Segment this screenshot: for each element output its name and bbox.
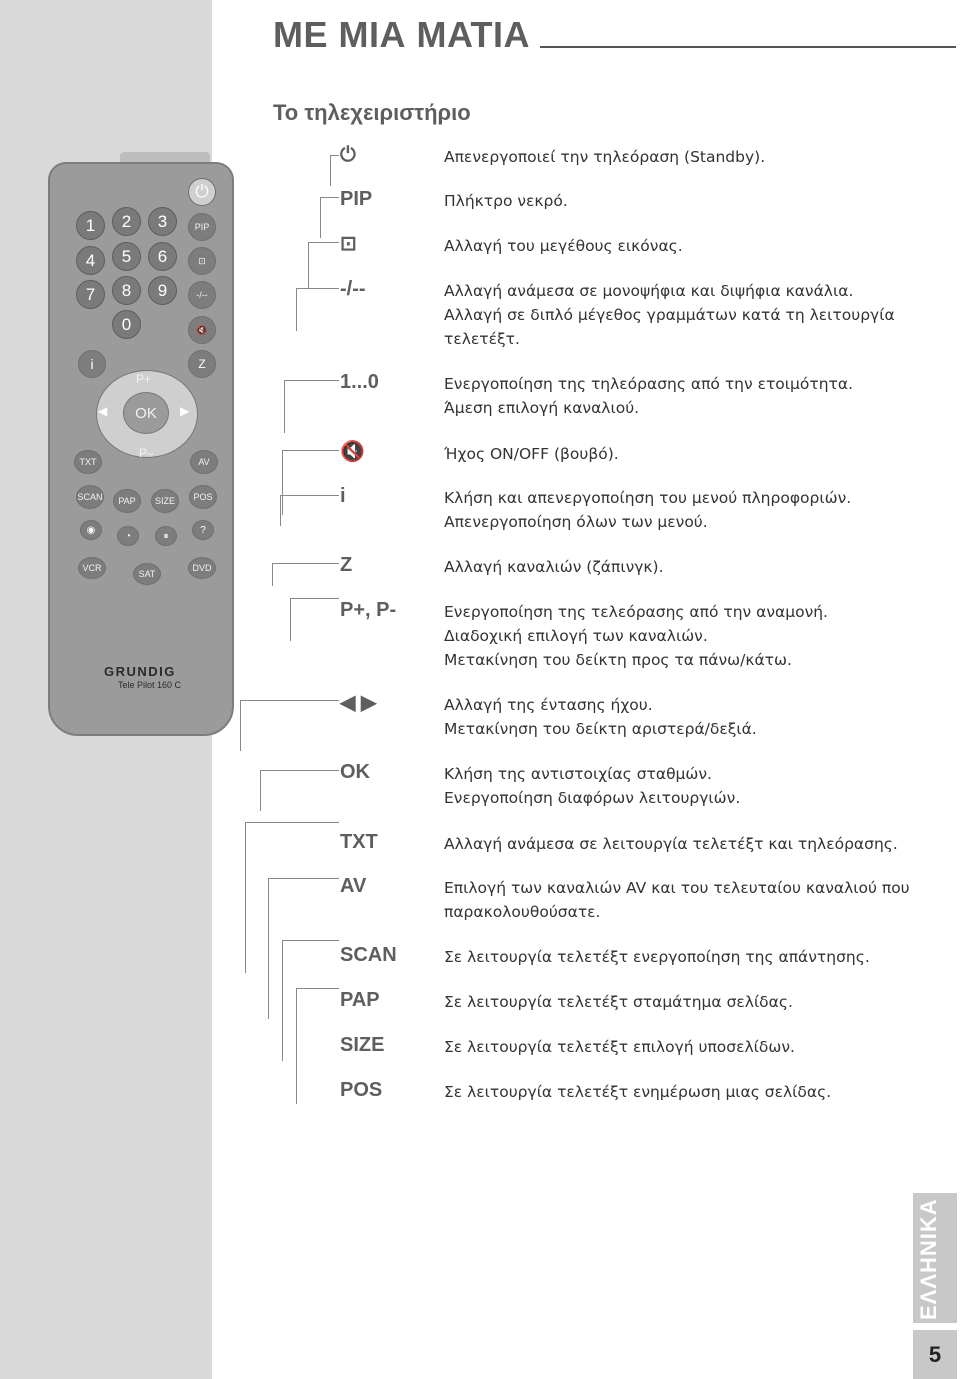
remote-digit-8 [112,276,141,305]
remote-scan-button [76,485,104,509]
remote-pap-label: PAP [118,496,136,506]
remote-scan-label: SCAN [77,492,103,502]
key-description [444,990,914,1014]
connector-line [296,288,339,331]
description-line: Απενεργοποίηση όλων των μενού. [444,513,708,531]
remote-vcr-button [78,557,106,579]
description-line: Διαδοχική επιλογή των καναλιών. [444,627,708,645]
key-label: TXT [340,831,378,853]
description-line: Ενεργοποίηση της τηλεόρασης από την ετοιμότητα. [444,375,853,393]
dpad-ok-label: OK [135,404,157,422]
digit-label: 7 [85,284,96,304]
remote-dvd-button [188,557,216,579]
connector-line [260,770,339,811]
digit-label: 1 [85,215,96,235]
key-label: 1...0 [340,371,379,393]
key-label: i [340,485,346,507]
description-line: Αλλαγή ανάμεσα σε μονοψήφια και διψήφια κανάλια. [444,282,854,300]
clock-icon: ◔ [117,526,139,546]
description-line: Πλήκτρο νεκρό. [444,192,568,210]
remote-digit-2 [112,207,141,236]
dpad-ok-button [123,392,169,434]
remote-digit-7 [76,280,105,309]
description-line: Αλλαγή της έντασης ήχου. [444,696,653,714]
description-line: Μετακίνηση του δείκτη προς τα πάνω/κάτω. [444,651,792,669]
description-line: Σε λειτουργία τελετέξτ σταμάτημα σελίδας. [444,993,793,1011]
key-label: SIZE [340,1034,385,1056]
mute-icon: 🔇 [340,441,365,463]
remote-z-label: Z [198,357,206,371]
title-rule [540,46,956,48]
description-line: τελετέξτ. [444,330,520,348]
key-description [444,832,914,856]
language-tab-label: ΕΛΛΗΝΙΚΑ [916,1198,941,1320]
dpad-right-arrow-icon: ▶ [180,404,190,418]
key-label: Z [340,554,353,576]
remote-pap-button [113,489,141,513]
key-description [444,145,914,169]
digit-label: 0 [121,314,132,334]
connector-line [280,495,339,526]
description-line: Κλήση της αντιστοιχίας σταθμών. [444,765,712,783]
description-line: Αλλαγή καναλιών (ζάπινγκ). [444,558,664,576]
key-label: PIP [340,188,373,210]
remote-digit-9 [148,276,177,305]
description-line: Ενεργοποίηση της τελεόρασης από την αναμονή. [444,603,828,621]
description-line: Μετακίνηση του δείκτη αριστερά/δεξιά. [444,720,757,738]
remote-sat-button [133,563,161,585]
description-line: Κλήση και απενεργοποίηση του μενού πληροφοριών. [444,489,852,507]
remote-size-label: SIZE [154,496,175,506]
remote-sat-label: SAT [138,569,156,579]
connector-line [330,155,339,186]
resize-button-icon: ⊡ [188,247,216,275]
key-label: POS [340,1079,383,1101]
remote-size-button [151,489,179,513]
key-label: -/-- [340,278,366,300]
digit-label: 4 [85,250,96,270]
dpad-p-plus-label: P+ [136,372,152,386]
description-line: Ενεργοποίηση διαφόρων λειτουργιών. [444,789,741,807]
key-description [444,1080,914,1104]
key-label: AV [340,875,367,897]
connector-line [296,988,339,1104]
key-description [444,486,914,534]
connector-line [308,242,339,289]
dpad-p-minus-label: P– [139,446,154,460]
description-line: Επιλογή των καναλιών AV και του τελευταίου καναλιού που [444,879,910,897]
remote-pip-label: PIP [194,222,210,232]
remote-txt-button [74,450,102,474]
description-line: Αλλαγή ανάμεσα σε λειτουργία τελετέξτ και τηλεόρασης. [444,835,898,853]
remote-av-button [190,450,218,474]
left-right-arrow-icon: ◀ ▶ [340,692,377,714]
key-label: SCAN [340,944,397,966]
page-title: ΜΕ ΜΙΑ ΜΑΤΙΑ [273,14,530,55]
remote-av-label: AV [198,457,210,467]
section-subtitle: Το τηλεχειριστήριο [273,100,471,125]
remote-pos-label: POS [193,492,213,502]
key-description [444,600,914,672]
description-line: Σε λειτουργία τελετέξτ ενημέρωση μιας σελίδας. [444,1083,832,1101]
key-description [444,372,914,420]
key-description [444,762,914,810]
remote-digit-1 [76,211,105,240]
key-description [444,1035,914,1059]
connector-line [240,700,339,751]
power-icon: ⏻ [340,144,356,166]
eye-icon: ◉ [80,520,102,540]
remote-digit-0 [112,310,141,339]
digit-label: 6 [157,246,168,266]
description-line: παρακολουθούσατε. [444,903,601,921]
remote-brand-logo: GRUNDIG [104,664,176,679]
key-description [444,945,914,969]
key-description [444,279,914,351]
power-button-icon: ⏻ [188,178,216,206]
digit-label: 9 [157,280,168,300]
dpad-left-arrow-icon: ◀ [98,404,108,418]
connector-line [284,380,339,433]
pause-icon: ⏸ [155,526,177,546]
key-description [444,189,914,213]
key-description [444,442,914,466]
digit-label: 5 [121,246,132,266]
remote-digit-5 [112,242,141,271]
description-line: Απενεργοποιεί την τηλεόραση (Standby). [444,148,766,166]
digit-label: 8 [121,280,132,300]
remote-vcr-label: VCR [82,563,102,573]
description-line: Αλλαγή του μεγέθους εικόνας. [444,237,683,255]
remote-model-label: Tele Pilot 160 C [118,680,182,690]
key-label: P+, P- [340,599,397,621]
remote-digit-6 [148,242,177,271]
key-label: PAP [340,989,380,1011]
key-description [444,876,914,924]
key-description [444,234,914,258]
remote-dvd-label: DVD [192,563,212,573]
picture-size-icon: ⊡ [340,233,357,255]
description-line: Άμεση επιλογή καναλιού. [444,399,640,417]
key-label: OK [340,761,370,783]
remote-dpad [96,370,198,456]
remote-dash-button [188,281,216,309]
key-description [444,693,914,741]
connector-line [290,598,339,641]
page-number: 5 [928,1342,942,1367]
ear-icon: ? [192,520,214,540]
connector-line [272,563,339,586]
description-line: Σε λειτουργία τελετέξτ ενεργοποίηση της απάντησης. [444,948,870,966]
key-description [444,555,914,579]
description-line: Σε λειτουργία τελετέξτ επιλογή υποσελίδων. [444,1038,795,1056]
remote-info-label: i [90,356,94,372]
remote-pos-button [189,485,217,509]
description-line: Αλλαγή σε διπλό μέγεθος γραμμάτων κατά τη λειτουργία [444,306,895,324]
remote-digit-4 [76,246,105,275]
digit-label: 3 [157,211,168,231]
remote-digit-3 [148,207,177,236]
mute-button-icon: 🔇 [188,316,216,344]
remote-txt-label: TXT [79,457,97,467]
remote-pip-button [188,213,216,241]
connector-line [320,197,339,238]
digit-label: 2 [121,211,132,231]
remote-dash-label: -/-- [196,290,208,300]
description-line: Ήχος ON/OFF (βουβό). [444,445,619,463]
